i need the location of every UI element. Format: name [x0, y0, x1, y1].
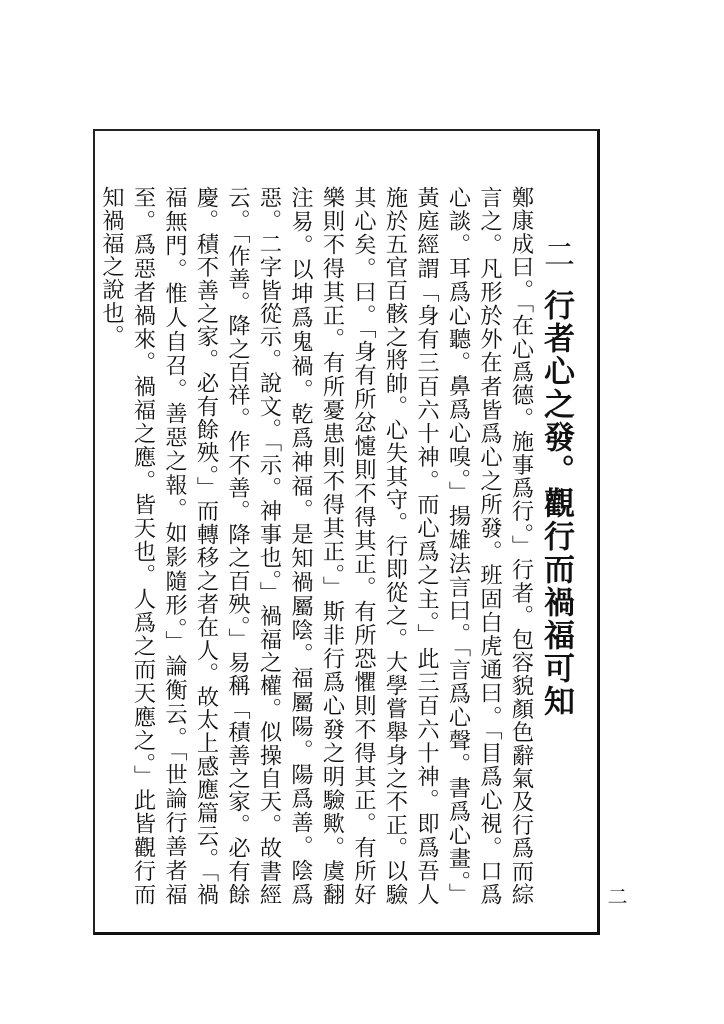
section-heading: [536, 238, 576, 718]
section-number: 二: [538, 238, 574, 271]
section-title: 行者心之發。觀行而禍福可知: [538, 289, 574, 718]
body-paragraph: 鄭康成曰。「在心爲德。施事爲行。」行者。包容貌顏色辭氣及行爲而綜言之。凡形於外在者皆爲心之所發。班固白虎通曰。「目爲心視。口爲心談。耳爲心聽。鼻爲心嗅。」揚雄法言曰。「言爲心聲。書爲心畫。」黃庭經謂「身有三百六十神。而心爲之主。」此三百六十神。即爲吾人施於五官百骸之將帥。心失其守。行即從之。大學嘗舉身之不正。以驗其心矣。曰。「身有所忿懥則不得其正。有所恐懼則不得其正。有所好樂則不得其正。有所憂患則不得其正。」斯非行爲心發之明驗歟。虞翻注易。以坤爲鬼禍。乾爲神福。是知禍屬陰。福屬陽。陽爲善。陰爲惡。二字皆從示。說文。「示。神事也。」禍福之權。似操自天。故書經云。「作善。降之百祥。作不善。降之百殃。」易稱「積善之家。必有餘慶。積不善之家。必有餘殃。」而轉移之者在人。故太上感應篇云。「禍福無門。惟人自召。善惡之報。如影隨形。」論衡云。「世論行善者福至。爲惡者禍來。禍福之應。皆天也。人爲之而天應之。」此皆觀行而知禍福之說也。: [98, 186, 534, 906]
body-text: [95, 186, 536, 906]
page-number: 二: [604, 886, 628, 906]
